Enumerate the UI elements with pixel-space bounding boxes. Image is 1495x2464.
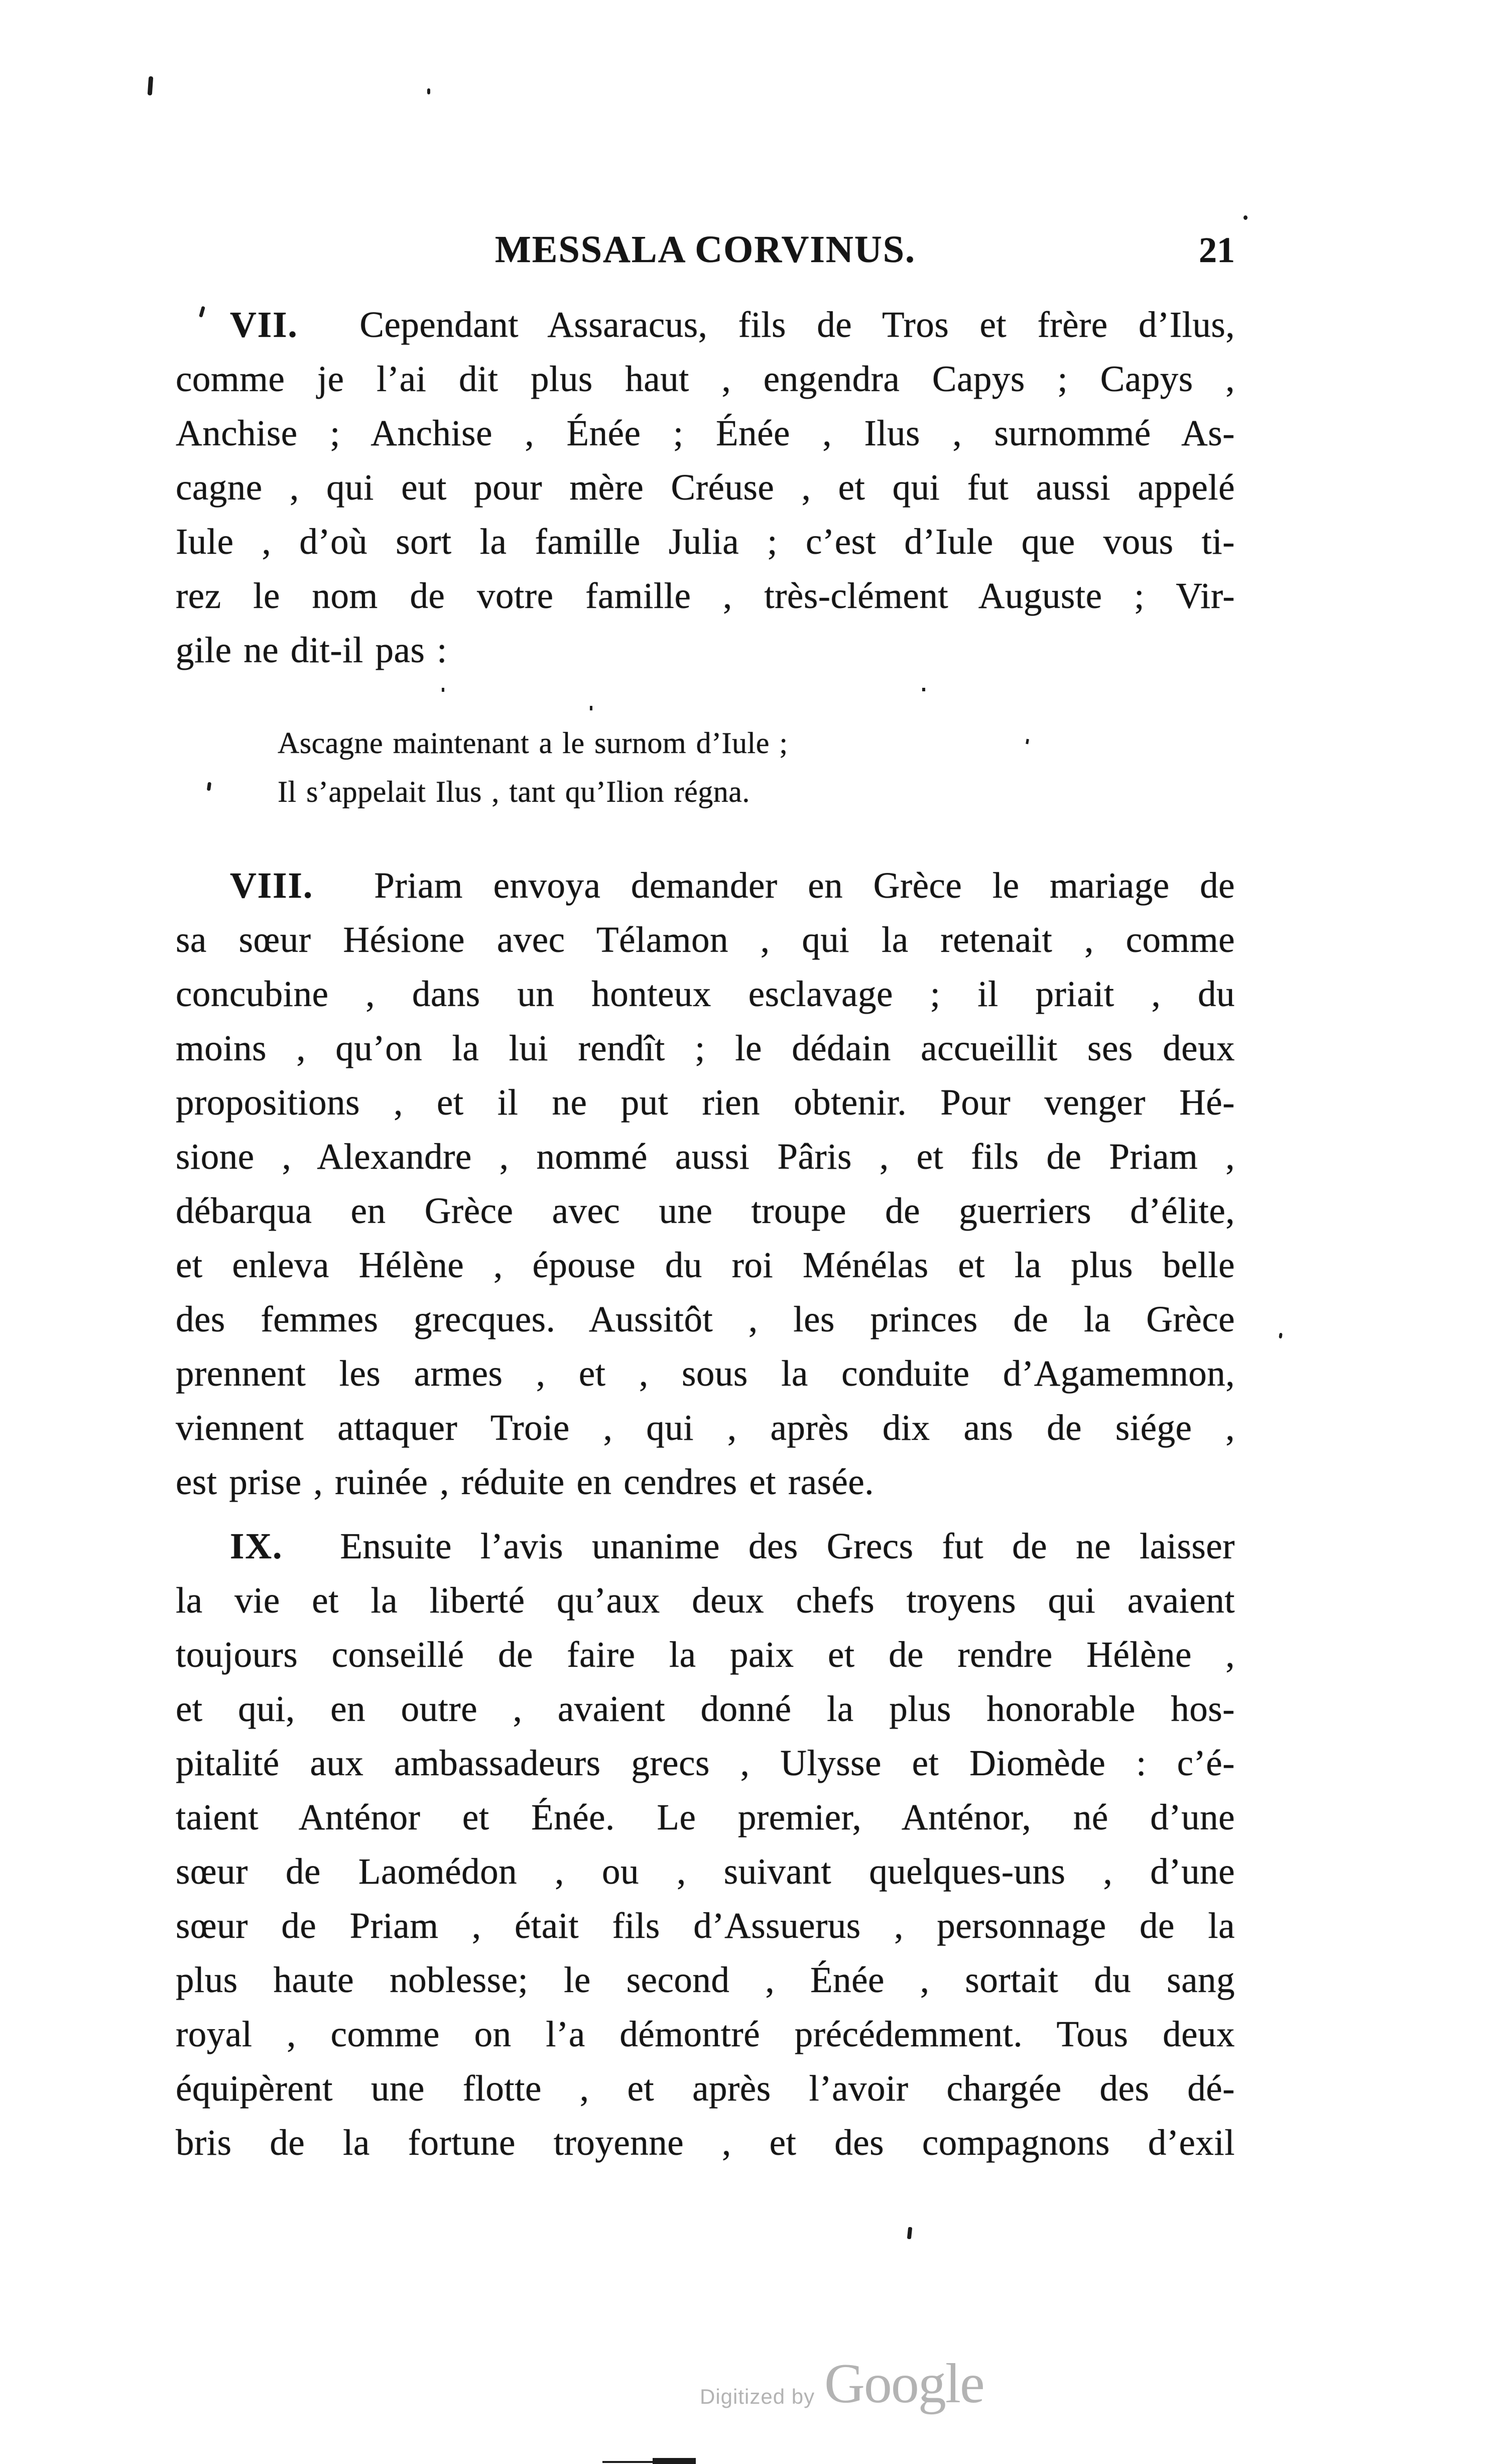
- ink-mark: [1279, 1333, 1282, 1339]
- paragraph-viii: [176, 858, 1235, 1509]
- text-line: sœur de Priam , était fils d’Assuerus , personnage de la: [176, 1905, 1235, 1946]
- ink-mark: [427, 88, 430, 94]
- ink-mark: [922, 688, 925, 691]
- paragraph-vii: [176, 298, 1235, 677]
- scan-edge-artifact: [653, 2458, 696, 2464]
- ink-mark: [1243, 215, 1248, 220]
- text-line: pitalité aux ambassadeurs grecs , Ulysse et Diomède : c’é-: [176, 1743, 1235, 1783]
- text-line: [176, 1519, 1235, 1573]
- text-line-content: Ensuite l’avis unanime des Grecs fut de ne laisser: [340, 1526, 1235, 1566]
- text-line: sione , Alexandre , nommé aussi Pâris , et fils de Priam ,: [176, 1136, 1235, 1177]
- text-block: [176, 0, 1235, 2464]
- text-line: équipèrent une flotte , et après l’avoir chargée des dé-: [176, 2068, 1235, 2109]
- text-line: débarqua en Grèce avec une troupe de guerriers d’élite,: [176, 1190, 1235, 1231]
- text-line: bris de la fortune troyenne , et des compagnons d’exil: [176, 2122, 1235, 2163]
- ink-mark: [590, 706, 592, 710]
- text-line: Il s’appelait Ilus , tant qu’Ilion régna.: [278, 775, 750, 808]
- text-line: gile ne dit-il pas :: [176, 630, 447, 670]
- text-line: [176, 298, 1235, 352]
- text-line: propositions , et il ne put rien obtenir. Pour venger Hé-: [176, 1082, 1235, 1123]
- text-line: taient Anténor et Énée. Le premier, Anténor, né d’une: [176, 1797, 1235, 1837]
- text-line: Ascagne maintenant a le surnom d’Iule ;: [278, 726, 788, 760]
- text-line: sœur de Laomédon , ou , suivant quelques-uns , d’une: [176, 1851, 1235, 1892]
- digitized-by-label: Digitized by: [700, 2385, 815, 2408]
- google-watermark-logo: Google: [824, 2353, 984, 2415]
- page-number: 21: [1199, 230, 1235, 270]
- text-line: sa sœur Hésione avec Télamon , qui la retenait , comme: [176, 919, 1235, 960]
- text-line: la vie et la liberté qu’aux deux chefs troyens qui avaient: [176, 1580, 1235, 1621]
- scan-edge-artifact: [602, 2461, 658, 2463]
- text-line: des femmes grecques. Aussitôt , les princes de la Grèce: [176, 1299, 1235, 1339]
- text-line: concubine , dans un honteux esclavage ; il priait , du: [176, 973, 1235, 1014]
- paragraph-verse: [278, 719, 1161, 816]
- paragraph-number: VII.: [230, 304, 298, 345]
- text-line: toujours conseillé de faire la paix et de rendre Hélène ,: [176, 1634, 1235, 1675]
- text-line: Iule , d’où sort la famille Julia ; c’est d’Iule que vous ti-: [176, 521, 1235, 562]
- text-line: prennent les armes , et , sous la conduite d’Agamemnon,: [176, 1353, 1235, 1394]
- text-line: et qui, en outre , avaient donné la plus honorable hos-: [176, 1688, 1235, 1729]
- text-line: comme je l’ai dit plus haut , engendra Capys ; Capys ,: [176, 358, 1235, 399]
- text-line: rez le nom de votre famille , très-clément Auguste ; Vir-: [176, 575, 1235, 616]
- text-line: est prise , ruinée , réduite en cendres et rasée.: [176, 1461, 874, 1502]
- paragraph-number: IX.: [230, 1526, 283, 1566]
- text-line-content: Priam envoya demander en Grèce le mariage de: [374, 865, 1235, 906]
- text-line: moins , qu’on la lui rendît ; le dédain accueillit ses deux: [176, 1028, 1235, 1068]
- text-line: viennent attaquer Troie , qui , après dix ans de siége ,: [176, 1407, 1235, 1448]
- ink-mark: [148, 76, 154, 96]
- paragraph-ix: [176, 1519, 1235, 2170]
- ink-mark: [442, 688, 444, 692]
- text-line: [176, 858, 1235, 913]
- paragraph-number: VIII.: [230, 865, 314, 906]
- text-line-content: Cependant Assaracus, fils de Tros et frère d’Ilus,: [359, 304, 1235, 345]
- text-line: et enleva Hélène , épouse du roi Ménélas et la plus belle: [176, 1245, 1235, 1285]
- text-line: cagne , qui eut pour mère Créuse , et qui fut aussi appelé: [176, 467, 1235, 508]
- page-title: MESSALA CORVINUS.: [495, 228, 916, 271]
- text-line: royal , comme on l’a démontré précédemment. Tous deux: [176, 2014, 1235, 2054]
- text-line: plus haute noblesse; le second , Énée , sortait du sang: [176, 1959, 1235, 2000]
- text-line: Anchise ; Anchise , Énée ; Énée , Ilus , surnommé As-: [176, 413, 1235, 453]
